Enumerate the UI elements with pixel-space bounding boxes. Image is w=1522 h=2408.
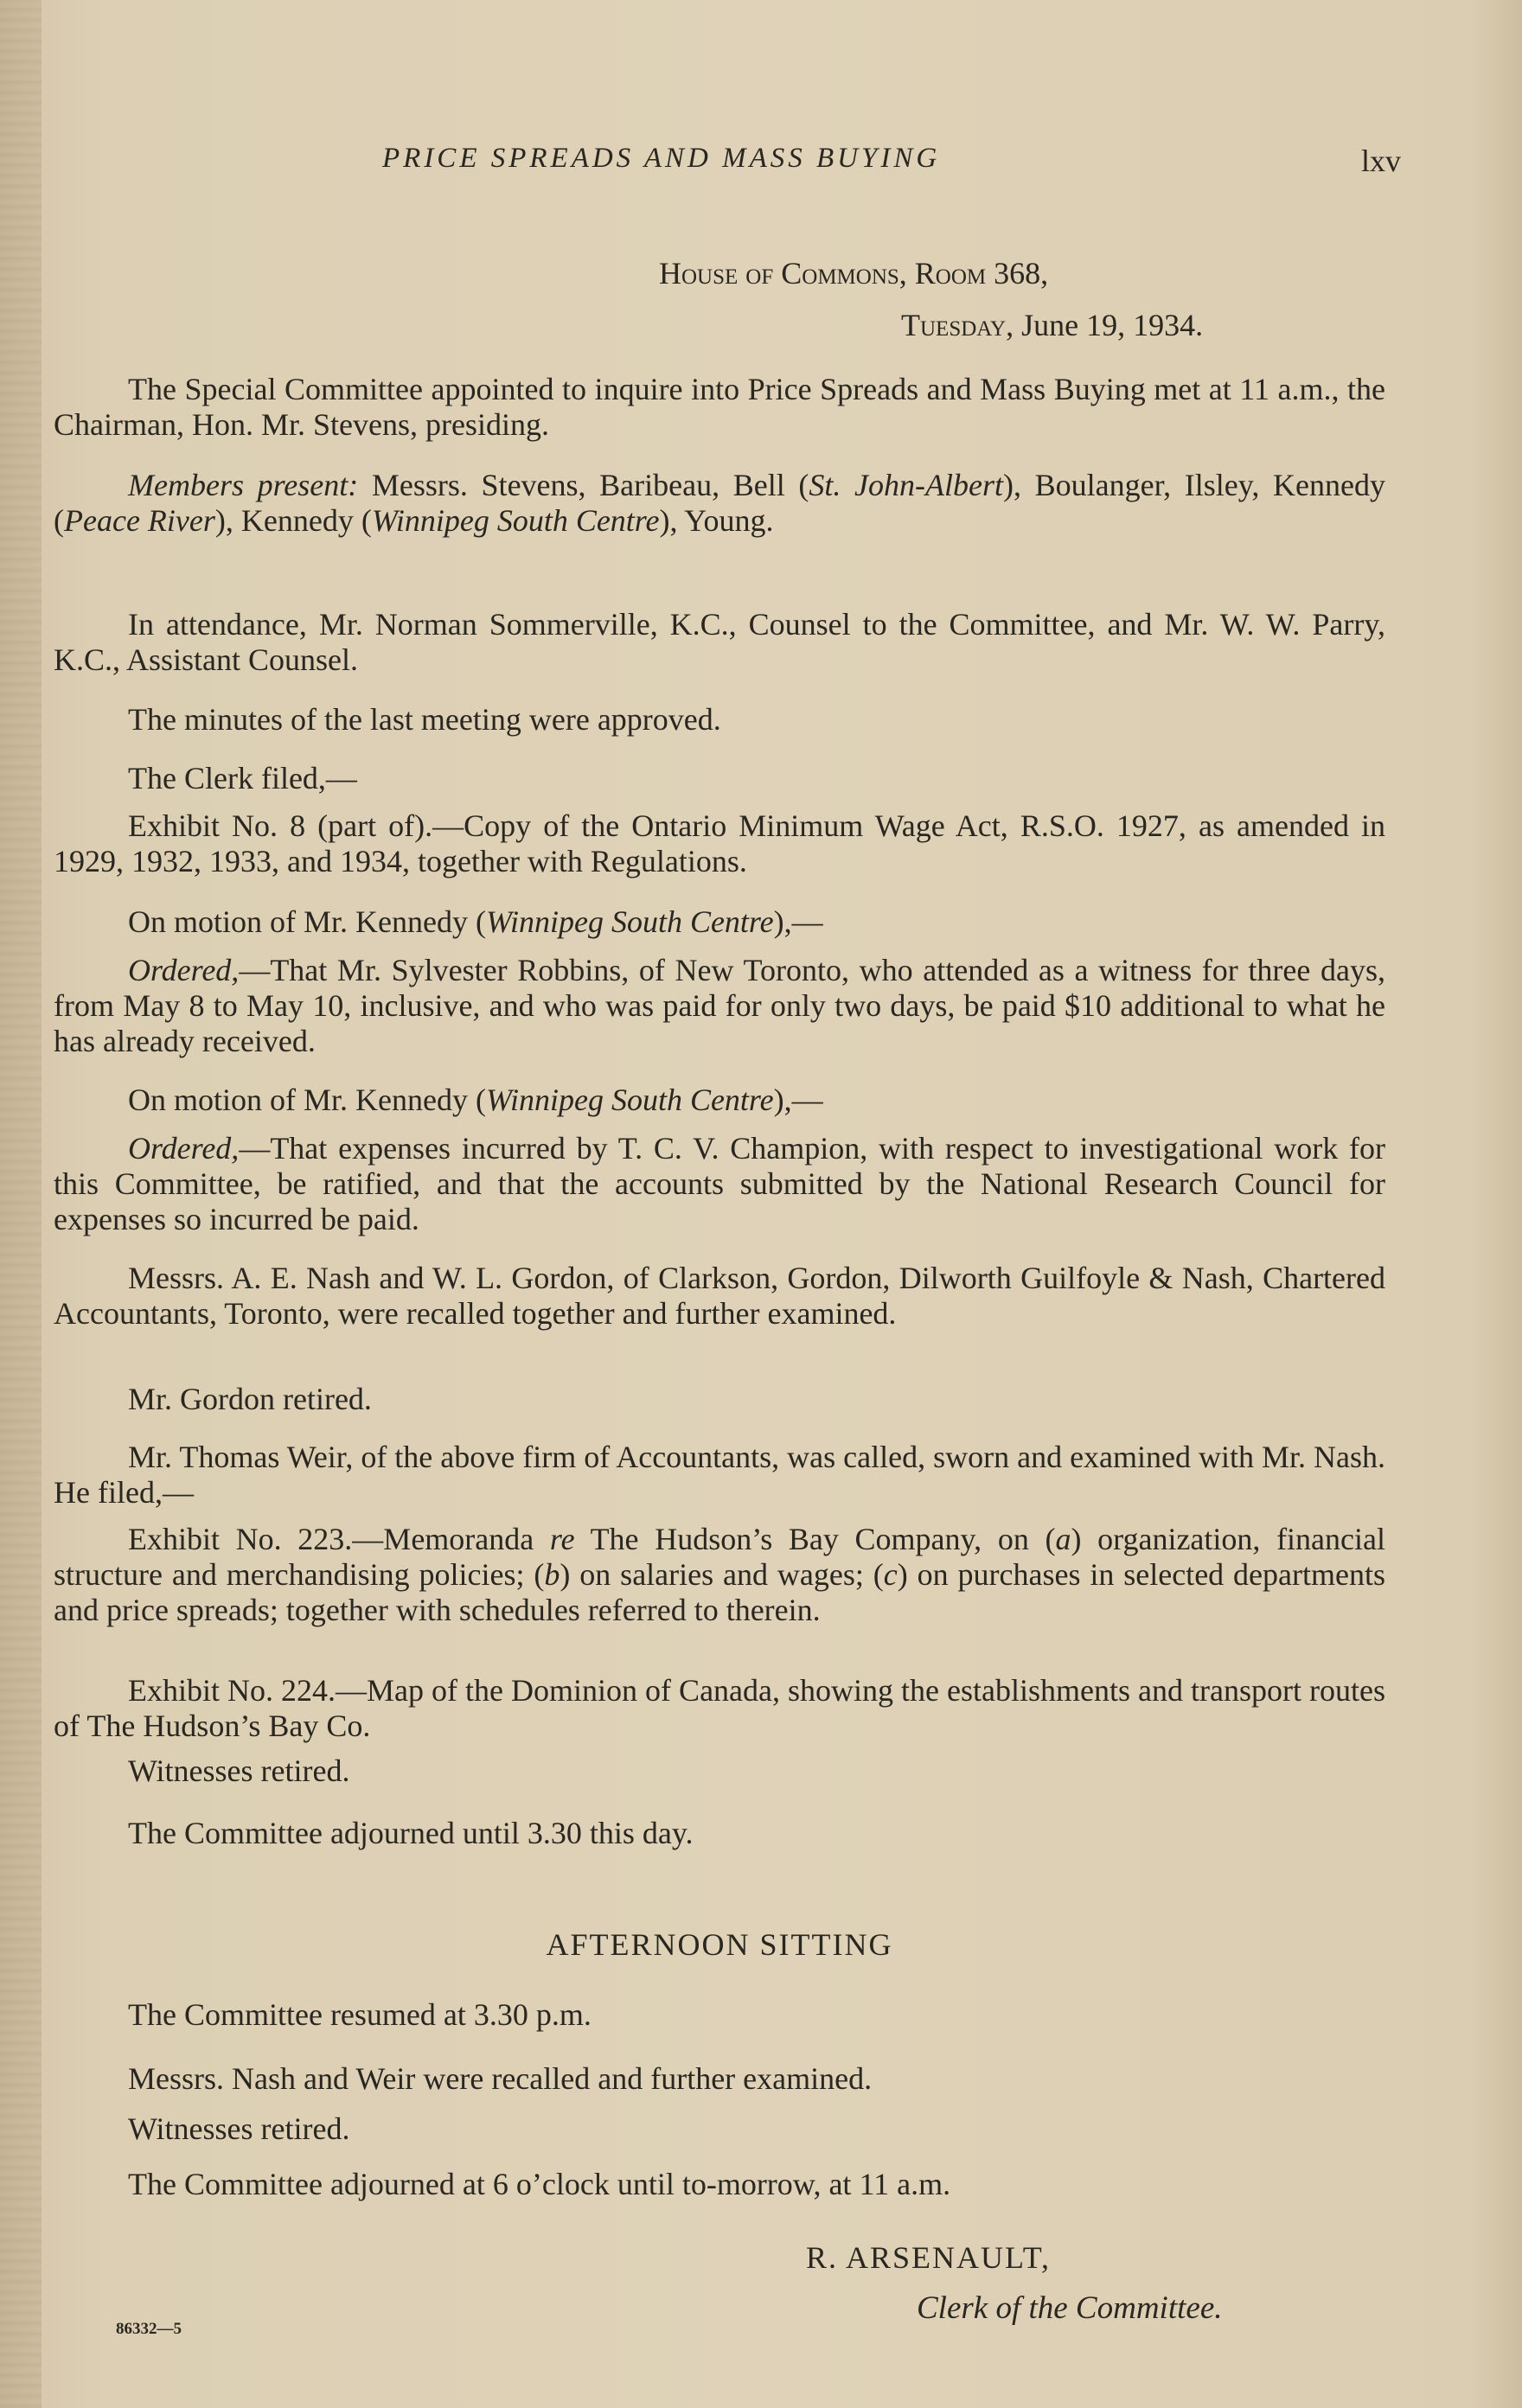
paragraph-retired: Witnesses retired. bbox=[128, 2111, 350, 2146]
paragraph-ordered-2 bbox=[54, 1131, 1385, 1237]
paragraph-gordon-retired: Mr. Gordon retired. bbox=[128, 1382, 372, 1416]
ordered-1-label: Ordered, bbox=[128, 953, 240, 987]
members-text-c: ), Boulanger, Ilsley, Kennedy ( bbox=[54, 468, 1386, 538]
paragraph-witnesses-retired: Witnesses retired. bbox=[128, 1753, 350, 1788]
book-binding-edge bbox=[0, 0, 42, 2408]
paragraph-members-present bbox=[54, 468, 1385, 539]
exhibit-223-a: Exhibit No. 223.—Memoranda bbox=[128, 1522, 550, 1556]
members-text-b: St. John-Albert bbox=[809, 468, 1003, 502]
exhibit-223-re: re bbox=[549, 1522, 575, 1556]
paragraph-clerk-filed: The Clerk filed,— bbox=[128, 761, 357, 795]
exhibit-223-c: ) organization, financial structure and merchandising policies; ( bbox=[54, 1522, 1385, 1592]
date-text: , June 19, 1934. bbox=[1006, 308, 1204, 342]
paragraph-opening: The Special Committee appointed to inquire into Price Spreads and Mass Buying met at 11 a.m., the Chairman, Hon. Mr. Stevens, presiding. bbox=[54, 372, 1385, 442]
members-text-d: Peace River bbox=[64, 503, 215, 538]
paragraph-weir-called: Mr. Thomas Weir, of the above firm of Accountants, was called, sworn and examined with Mr. Nash. He filed,— bbox=[54, 1440, 1386, 1510]
motion-2-b: Winnipeg South Centre bbox=[485, 1083, 774, 1117]
motion-2-a: On motion of Mr. Kennedy ( bbox=[128, 1083, 486, 1117]
location-room-number: 368, bbox=[994, 256, 1049, 291]
location-line: House of Commons, Room 368, bbox=[659, 256, 1049, 291]
members-present-label: Members present: bbox=[128, 468, 359, 502]
page-number: lxv bbox=[1360, 144, 1401, 178]
paragraph-ordered-1 bbox=[54, 953, 1385, 1059]
page-text bbox=[54, 0, 1401, 2408]
signature-title: Clerk of the Committee. bbox=[917, 2290, 1223, 2326]
paragraph-adjourned-final: The Committee adjourned at 6 o’clock until to-morrow, at 11 a.m. bbox=[128, 2167, 951, 2201]
paragraph-exhibit-224: Exhibit No. 224.—Map of the Dominion of Canada, showing the establishments and transport routes of The Hudson’s Bay Co. bbox=[54, 1673, 1385, 1743]
motion-1-a: On motion of Mr. Kennedy ( bbox=[128, 904, 486, 939]
running-head bbox=[54, 143, 1401, 195]
afternoon-sitting-heading: AFTERNOON SITTING bbox=[546, 1927, 893, 1962]
exhibit-223-ib: b bbox=[544, 1557, 560, 1592]
date-weekday: Tuesday bbox=[901, 308, 1007, 342]
paragraph-recalled: Messrs. Nash and Weir were recalled and further examined. bbox=[128, 2061, 873, 2096]
motion-2-c: ),— bbox=[773, 1083, 823, 1117]
paragraph-motion-2 bbox=[54, 1083, 1385, 1118]
paragraph-exhibit-223 bbox=[54, 1522, 1385, 1628]
members-text-e: ), Kennedy ( bbox=[214, 503, 372, 538]
paragraph-attendance: In attendance, Mr. Norman Sommerville, K.C., Counsel to the Committee, and Mr. W. W. Parry, K.C., Assistant Counsel. bbox=[54, 607, 1385, 677]
motion-1-b: Winnipeg South Centre bbox=[485, 904, 774, 939]
exhibit-223-b: The Hudson’s Bay Company, on ( bbox=[574, 1522, 1056, 1556]
running-title: PRICE SPREADS AND MASS BUYING bbox=[382, 143, 941, 174]
paragraph-witnesses-recalled: Messrs. A. E. Nash and W. L. Gordon, of Clarkson, Gordon, Dilworth Guilfoyle & Nash, Chartered Accountants, Toronto, were recalled together and further examined. bbox=[54, 1261, 1385, 1331]
motion-1-c: ),— bbox=[773, 904, 823, 939]
ordered-1-text: —That Mr. Sylvester Robbins, of New Toronto, who attended as a witness for three days, from May 8 to May 10, inclusive, and who was paid for only two days, be paid $10 additional to what he has already received. bbox=[54, 953, 1385, 1058]
location-commons: Commons bbox=[781, 256, 899, 291]
members-text-a: Messrs. Stevens, Baribeau, Bell ( bbox=[358, 468, 809, 502]
paragraph-adjourned: The Committee adjourned until 3.30 this day. bbox=[128, 1816, 694, 1850]
members-text-f: Winnipeg South Centre bbox=[371, 503, 660, 538]
members-text-g: ), Young. bbox=[659, 503, 774, 538]
exhibit-223-ia: a bbox=[1055, 1522, 1071, 1556]
exhibit-223-ic: c bbox=[883, 1557, 898, 1592]
date-line bbox=[901, 307, 1203, 343]
signature-name: R. ARSENAULT, bbox=[806, 2240, 1052, 2275]
ordered-2-text: —That expenses incurred by T. C. V. Champion, with respect to investigational work for this Committee, be ratified, and that the accounts submitted by the National Research Council for expenses so incurred be paid. bbox=[54, 1131, 1385, 1236]
exhibit-223-e: ) on purchases in selected departments and price spreads; together with schedules referred to therein. bbox=[54, 1557, 1385, 1627]
paragraph-resumed: The Committee resumed at 3.30 p.m. bbox=[128, 1997, 592, 2032]
paragraph-exhibit-8: Exhibit No. 8 (part of).—Copy of the Ontario Minimum Wage Act, R.S.O. 1927, as amended in 1929, 1932, 1933, and 1934, together with Regulations. bbox=[54, 808, 1385, 878]
exhibit-223-d: ) on salaries and wages; ( bbox=[560, 1557, 884, 1592]
print-code: 86332—5 bbox=[116, 2320, 182, 2338]
location-house: House of bbox=[659, 256, 774, 291]
paragraph-motion-1 bbox=[54, 904, 1385, 940]
location-room: Room bbox=[914, 256, 987, 291]
paragraph-minutes: The minutes of the last meeting were approved. bbox=[128, 702, 721, 737]
ordered-2-label: Ordered, bbox=[128, 1131, 240, 1166]
